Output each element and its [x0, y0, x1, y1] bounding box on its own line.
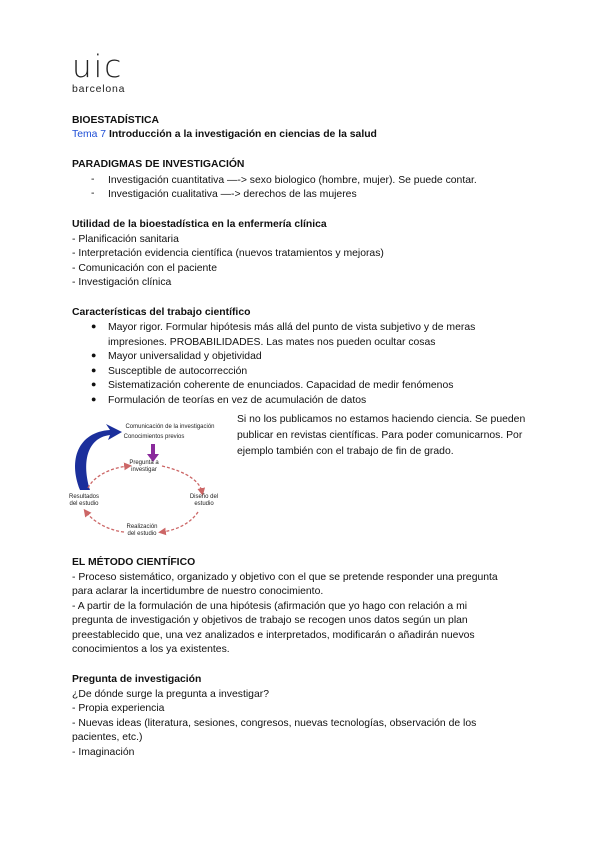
research-cycle-diagram	[66, 420, 228, 544]
paragraph-line: ¿De dónde surge la pregunta a investigar?	[72, 689, 269, 700]
dash-bullet: -	[91, 188, 95, 199]
list-item: - Propia experiencia	[72, 703, 165, 714]
dot-bullet: ●	[91, 350, 97, 360]
label-diseno-1: Diseño del	[189, 494, 219, 500]
paragraph-line: pregunta de investigación y objetivos de trabajo se recogen unos datos según un plan	[72, 615, 468, 626]
list-item: Investigación cuantitativa —-> sexo biologico (hombre, mujer). Se puede contar.	[108, 175, 477, 186]
list-item: Investigación cualitativa —-> derechos de las mujeres	[108, 189, 357, 200]
list-item: Sistematización coherente de enunciados. Capacidad de medir fenómenos	[108, 380, 454, 391]
list-item: - Comunicación con el paciente	[72, 263, 217, 274]
label-realizacion-1: Realización	[126, 524, 158, 530]
logo-uic: uic	[72, 49, 124, 85]
paradigmas-heading: PARADIGMAS DE INVESTIGACIÓN	[72, 159, 245, 170]
label-pregunta-2: investigar	[131, 467, 157, 473]
label-diseno-2: estudio	[194, 501, 214, 507]
logo-barcelona: barcelona	[72, 83, 126, 95]
list-item-continuation: pacientes, etc.)	[72, 732, 143, 743]
list-item: Mayor rigor. Formular hipótesis más allá del punto de vista subjetivo y de meras	[108, 322, 476, 333]
label-resultados-1: Resultados	[68, 494, 100, 500]
metodo-heading: EL MÉTODO CIENTÍFICO	[72, 557, 196, 568]
list-item: Formulación de teorías en vez de acumulación de datos	[108, 395, 367, 406]
dot-bullet: ●	[91, 365, 97, 375]
dash-bullet: -	[91, 174, 95, 185]
paragraph-line: para aclarar la incertidumbre de nuestro conocimiento.	[72, 586, 324, 597]
dot-bullet: ●	[91, 394, 97, 404]
list-item: Susceptible de autocorrección	[108, 366, 248, 377]
communication-arrow	[75, 424, 122, 490]
paragraph-line: - A partir de la formulación de una hipótesis (afirmación que yo hago con relación a mi	[72, 601, 468, 612]
dot-bullet: ●	[91, 379, 97, 389]
label-realizacion-2: del estudio	[127, 531, 157, 537]
label-resultados-2: del estudio	[69, 501, 99, 507]
list-item: - Investigación clínica	[72, 277, 172, 288]
topic-label: Tema 7	[72, 129, 107, 140]
paragraph-line: preestablecido que, una vez analizados e interpretados, modificarán o añadirán nuevos	[72, 630, 475, 641]
list-item: - Interpretación evidencia científica (nuevos tratamientos y mejoras)	[72, 248, 384, 259]
label-comunicacion: Comunicación de la investigación	[125, 424, 215, 430]
subject-title: BIOESTADÍSTICA	[72, 115, 159, 126]
dot-bullet: ●	[91, 321, 97, 331]
list-item: - Nuevas ideas (literatura, sesiones, congresos, nuevas tecnologías, observación de los	[72, 718, 477, 729]
list-item: - Imaginación	[72, 747, 135, 758]
topic-line	[72, 128, 377, 142]
topic-title: Introducción a la investigación en ciencias de la salud	[108, 129, 377, 140]
list-item-continuation: impresiones. PROBABILIDADES. Las mates nos pueden ocultar cosas	[108, 337, 436, 348]
list-item: Mayor universalidad y objetividad	[108, 351, 262, 362]
utilidad-heading: Utilidad de la bioestadística en la enfermería clínica	[72, 219, 327, 230]
paragraph-line: conocimientos a los ya existentes.	[72, 644, 230, 655]
pregunta-heading: Pregunta de investigación	[72, 674, 202, 685]
label-pregunta-1: Pregunta a	[129, 460, 159, 466]
caracteristicas-heading: Características del trabajo científico	[72, 307, 251, 318]
paragraph-line: - Proceso sistemático, organizado y objetivo con el que se pretende responder una pregunta	[72, 572, 498, 583]
list-item: - Planificación sanitaria	[72, 234, 179, 245]
figure-caption: Si no los publicamos no estamos haciendo ciencia. Se pueden publicar en revistas científicas. Para poder comunicarnos. Por ejemplo también con el trabajo de fin de grado.	[237, 414, 526, 457]
label-conocimientos: Conocimientos previos	[123, 434, 185, 440]
